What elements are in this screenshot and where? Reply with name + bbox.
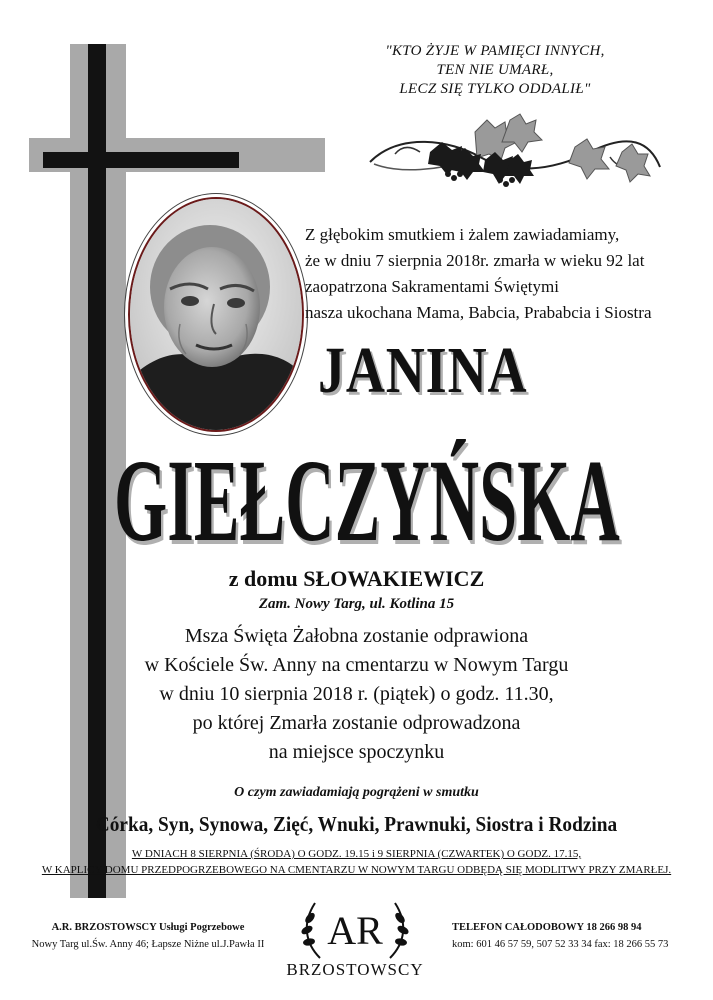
intro-line: że w dniu 7 sierpnia 2018r. zmarła w wieku 92 lat [305, 251, 645, 270]
prayer-schedule [0, 846, 713, 878]
deceased-first-name: JANINA [318, 334, 528, 407]
quote-line: LECZ SIĘ TYLKO ODDALIŁ" [399, 81, 591, 97]
funeral-mass-info [0, 622, 713, 767]
mass-line: w Kościele Św. Anny na cmentarzu w Nowym Targu [144, 654, 569, 676]
funeral-home-info [28, 919, 268, 953]
cross-horizontal-beam [43, 152, 239, 168]
intro-line: Z głębokim smutkiem i żalem zawiadamiamy, [305, 225, 620, 244]
mass-line: na miejsce spoczynku [268, 741, 445, 763]
intro-line: nasza ukochana Mama, Babcia, Prababcia i Siostra [305, 303, 652, 322]
intro-line: zaopatrzona Sakramentami Świętymi [305, 277, 559, 296]
prayer-line: W KAPLICY DOMU PRZEDPOGRZEBOWEGO NA CMENTARZU W NOWYM TARGU ODBĘDĄ SIĘ MODLITWY PRZY ZMARŁEJ. [41, 864, 672, 876]
quote-line: "KTO ŻYJE W PAMIĘCI INNYCH, [385, 43, 605, 59]
deceased-portrait-photo [128, 197, 304, 432]
mass-line: Msza Święta Żałobna zostanie odprawiona [184, 625, 529, 647]
family-list: Córka, Syn, Synowa, Zięć, Wnuki, Prawnuki, Siostra i Rodzina [95, 812, 618, 836]
funeral-home-address: Nowy Targ ul.Św. Anny 46; Łapsze Niżne ul.J.Pawła II [31, 939, 265, 950]
mass-line: w dniu 10 sierpnia 2018 r. (piątek) o godz. 11.30, [159, 683, 554, 705]
mourners-notice: O czym zawiadamiają pogrążeni w smutku [234, 785, 479, 800]
deceased-last-name: GIEŁCZYŃSKA [114, 435, 620, 566]
maiden-name: z domu SŁOWAKIEWICZ [228, 566, 485, 591]
grapevine-ornament-icon [360, 112, 665, 194]
contacts-line: kom: 601 46 57 59, 507 52 33 34 fax: 18 266 55 73 [452, 939, 669, 950]
deceased-address: Zam. Nowy Targ, ul. Kotlina 15 [258, 596, 455, 612]
cross-vertical-beam [88, 44, 106, 898]
funeral-home-name: A.R. BRZOSTOWSCY Usługi Pogrzebowe [51, 922, 245, 933]
mass-line: po której Zmarła zostanie odprowadzona [192, 712, 521, 734]
phone-line: TELEFON CAŁODOBOWY 18 266 98 94 [452, 922, 642, 933]
logo-letters: AR [327, 908, 383, 953]
logo-name: BRZOSTOWSCY [286, 960, 424, 979]
prayer-line: W DNIACH 8 SIERPNIA (ŚRODA) O GODZ. 19.15 i 9 SIERPNIA (CZWARTEK) O GODZ. 17.15, [131, 848, 582, 860]
quote-line: TEN NIE UMARŁ, [436, 62, 554, 78]
contact-info [452, 919, 692, 953]
announcement-intro [305, 222, 675, 326]
memorial-quote [330, 42, 660, 99]
